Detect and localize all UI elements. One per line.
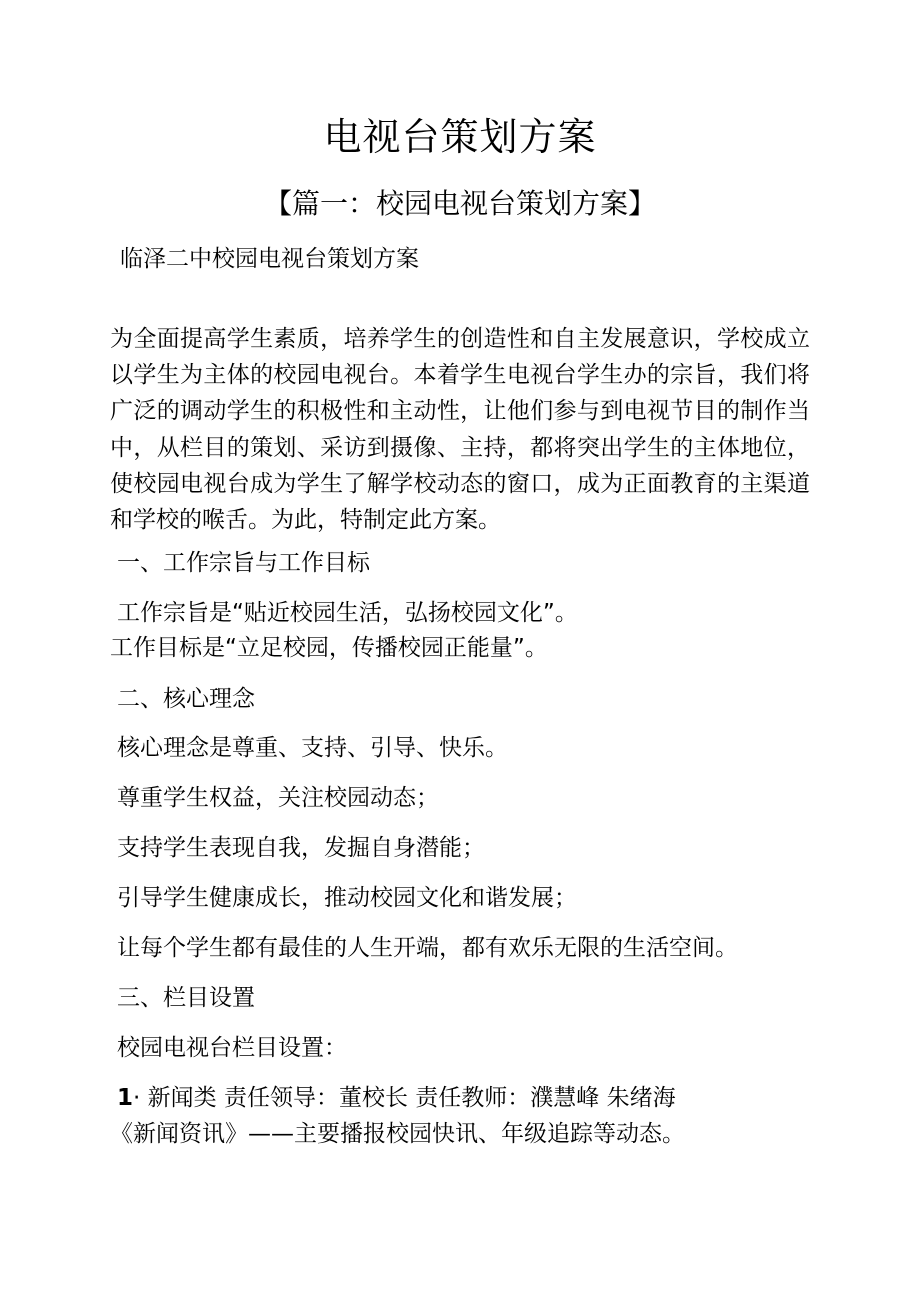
- core-concept-line: 引导学生健康成长，推动校园文化和谐发展；: [117, 885, 577, 911]
- intro-paragraph: 为全面提高学生素质，培养学生的创造性和自主发展意识，学校成立以学生为主体的校园电视台。本着学生电视台学生办的宗旨，我们将广泛的调动学生的积极性和主动性，让他们参与到电视节目的制作当中，从栏目的策划、采访到摄像、主持，都将突出学生的主体地位，使校园电视台成为学生了解学校动态的窗口，成为正面教育的主渠道和学校的喉舌。为此，特制定此方案。: [110, 326, 810, 534]
- column-item-number: 1: [117, 1085, 134, 1111]
- work-goal: 工作目标是“立足校园，传播校园正能量”。: [110, 635, 548, 661]
- core-concept-line: 尊重学生权益，关注校园动态；: [117, 785, 439, 811]
- column-setup-intro: 校园电视台栏目设置：: [117, 1035, 347, 1061]
- school-heading: 临泽二中校园电视台策划方案: [120, 246, 419, 272]
- section1-heading: 一、工作宗旨与工作目标: [117, 550, 370, 576]
- column-item-text: · 新闻类 责任领导：董校长 责任教师：濮慧峰 朱绪海: [133, 1085, 676, 1111]
- document-title: 电视台策划方案: [323, 115, 597, 159]
- column-item-1: [117, 1082, 676, 1114]
- section3-heading: 三、栏目设置: [117, 985, 255, 1011]
- column-item-1-description: 《新闻资讯》——主要播报校园快讯、年级追踪等动态。: [110, 1121, 685, 1147]
- core-concept-line: 让每个学生都有最佳的人生开端，都有欢乐无限的生活空间。: [117, 935, 738, 961]
- document-subtitle: 【篇一：校园电视台策划方案】: [263, 187, 656, 220]
- core-concept-line: 核心理念是尊重、支持、引导、快乐。: [117, 735, 508, 761]
- work-purpose: 工作宗旨是“贴近校园生活，弘扬校园文化”。: [117, 600, 578, 626]
- section2-heading: 二、核心理念: [117, 686, 255, 712]
- core-concept-line: 支持学生表现自我，发掘自身潜能；: [117, 835, 485, 861]
